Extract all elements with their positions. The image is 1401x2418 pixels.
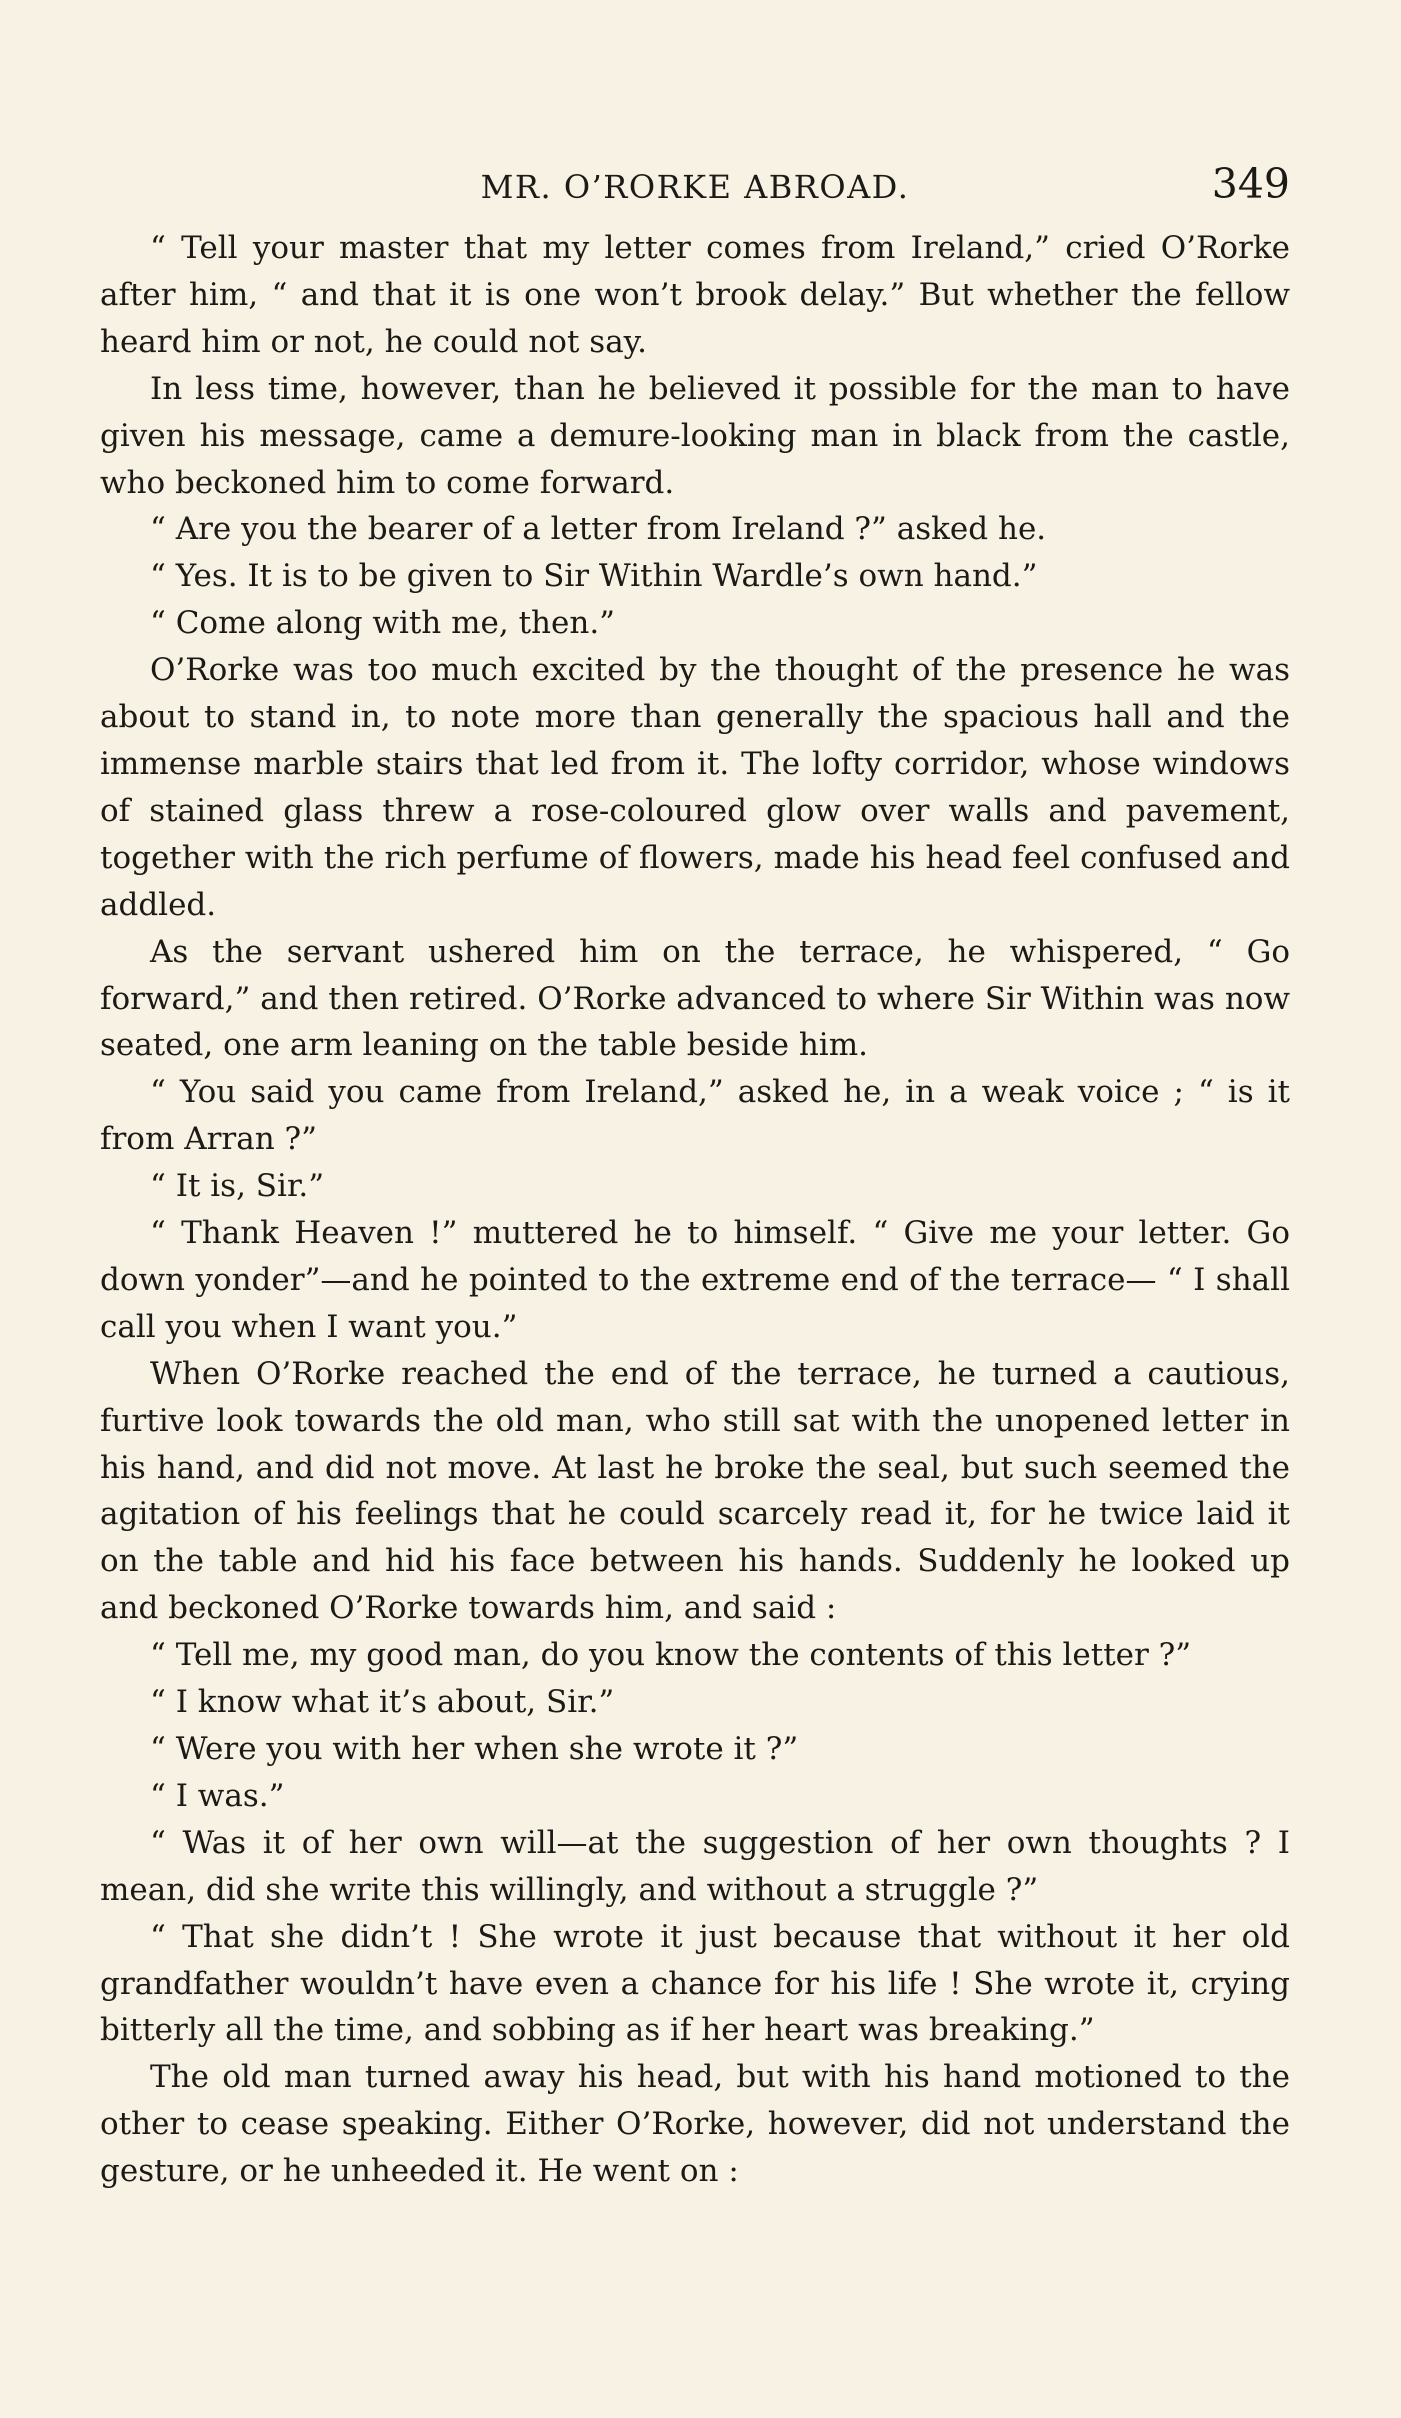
paragraph: “ Yes. It is to be given to Sir Within Wardle’s own hand.” xyxy=(150,558,1038,595)
paragraph: “ Tell your master that my letter comes from Ireland,” cried O’Rorke after him, “ and that it is one won’t brook delay.” But whether the fellow heard him or not, he could not say. xyxy=(100,230,1290,360)
paragraph: O’Rorke was too much excited by the thought of the presence he was about to stand in, to note more than generally the spacious hall and the immense marble stairs that led from it. The lofty corridor, whose windows of stained glass threw a rose-coloured glow over walls and pavement, together with the rich perfume of flowers, made his head feel confused and addled. xyxy=(100,652,1290,923)
paragraph: “ I was.” xyxy=(150,1777,285,1814)
paragraph: “ Tell me, my good man, do you know the contents of this letter ?” xyxy=(150,1637,1192,1674)
paragraph: “ You said you came from Ireland,” asked he, in a weak voice ; “ is it from Arran ?” xyxy=(100,1074,1290,1158)
paragraph: “ Was it of her own will—at the suggestion of her own thoughts ? I mean, did she write this willingly, and without a struggle ?” xyxy=(100,1824,1290,1908)
page-number: 349 xyxy=(1211,160,1290,208)
running-title: MR. O’RORKE ABROAD. xyxy=(480,168,910,206)
paragraph: As the servant ushered him on the terrace, he whispered, “ Go forward,” and then retired. O’Rorke advanced to where Sir Within was now seated, one arm leaning on the table beside him. xyxy=(100,933,1290,1064)
paragraph: When O’Rorke reached the end of the terrace, he turned a cautious, furtive look towards the old man, who still sat with the unopened letter in his hand, and did not move. At last he broke the seal, but such seemed the agitation of his feelings that he could scarcely read it, for he twice laid it on the table and hid his face between his hands. Suddenly he looked up and beckoned O’Rorke towards him, and said : xyxy=(100,1355,1290,1627)
paragraph: “ Thank Heaven !” muttered he to himself. “ Give me your letter. Go down yonder”—and he pointed to the extreme end of the terrace— “ I shall call you when I want you.” xyxy=(100,1215,1290,1345)
paragraph: In less time, however, than he believed it possible for the man to have given his message, came a demure-looking man in black from the castle, who beckoned him to come forward. xyxy=(100,370,1290,501)
paragraph: “ That she didn’t ! She wrote it just because that without it her old grandfather wouldn’t have even a chance for his life ! She wrote it, crying bitterly all the time, and sobbing as if her heart was breaking.” xyxy=(100,1918,1290,2049)
paragraph: “ Were you with her when she wrote it ?” xyxy=(150,1731,799,1767)
paragraph: The old man turned away his head, but with his hand motioned to the other to cease speaking. Either O’Rorke, however, did not understand the gesture, or he unheeded it. He went on : xyxy=(100,2059,1290,2190)
paragraph: “ I know what it’s about, Sir.” xyxy=(150,1684,615,1721)
running-head xyxy=(100,160,1290,220)
paragraph: “ Come along with me, then.” xyxy=(150,605,616,642)
body-text xyxy=(100,225,1290,2195)
paragraph: “ Are you the bearer of a letter from Ireland ?” asked he. xyxy=(150,511,1047,548)
paragraph: “ It is, Sir.” xyxy=(150,1168,325,1205)
